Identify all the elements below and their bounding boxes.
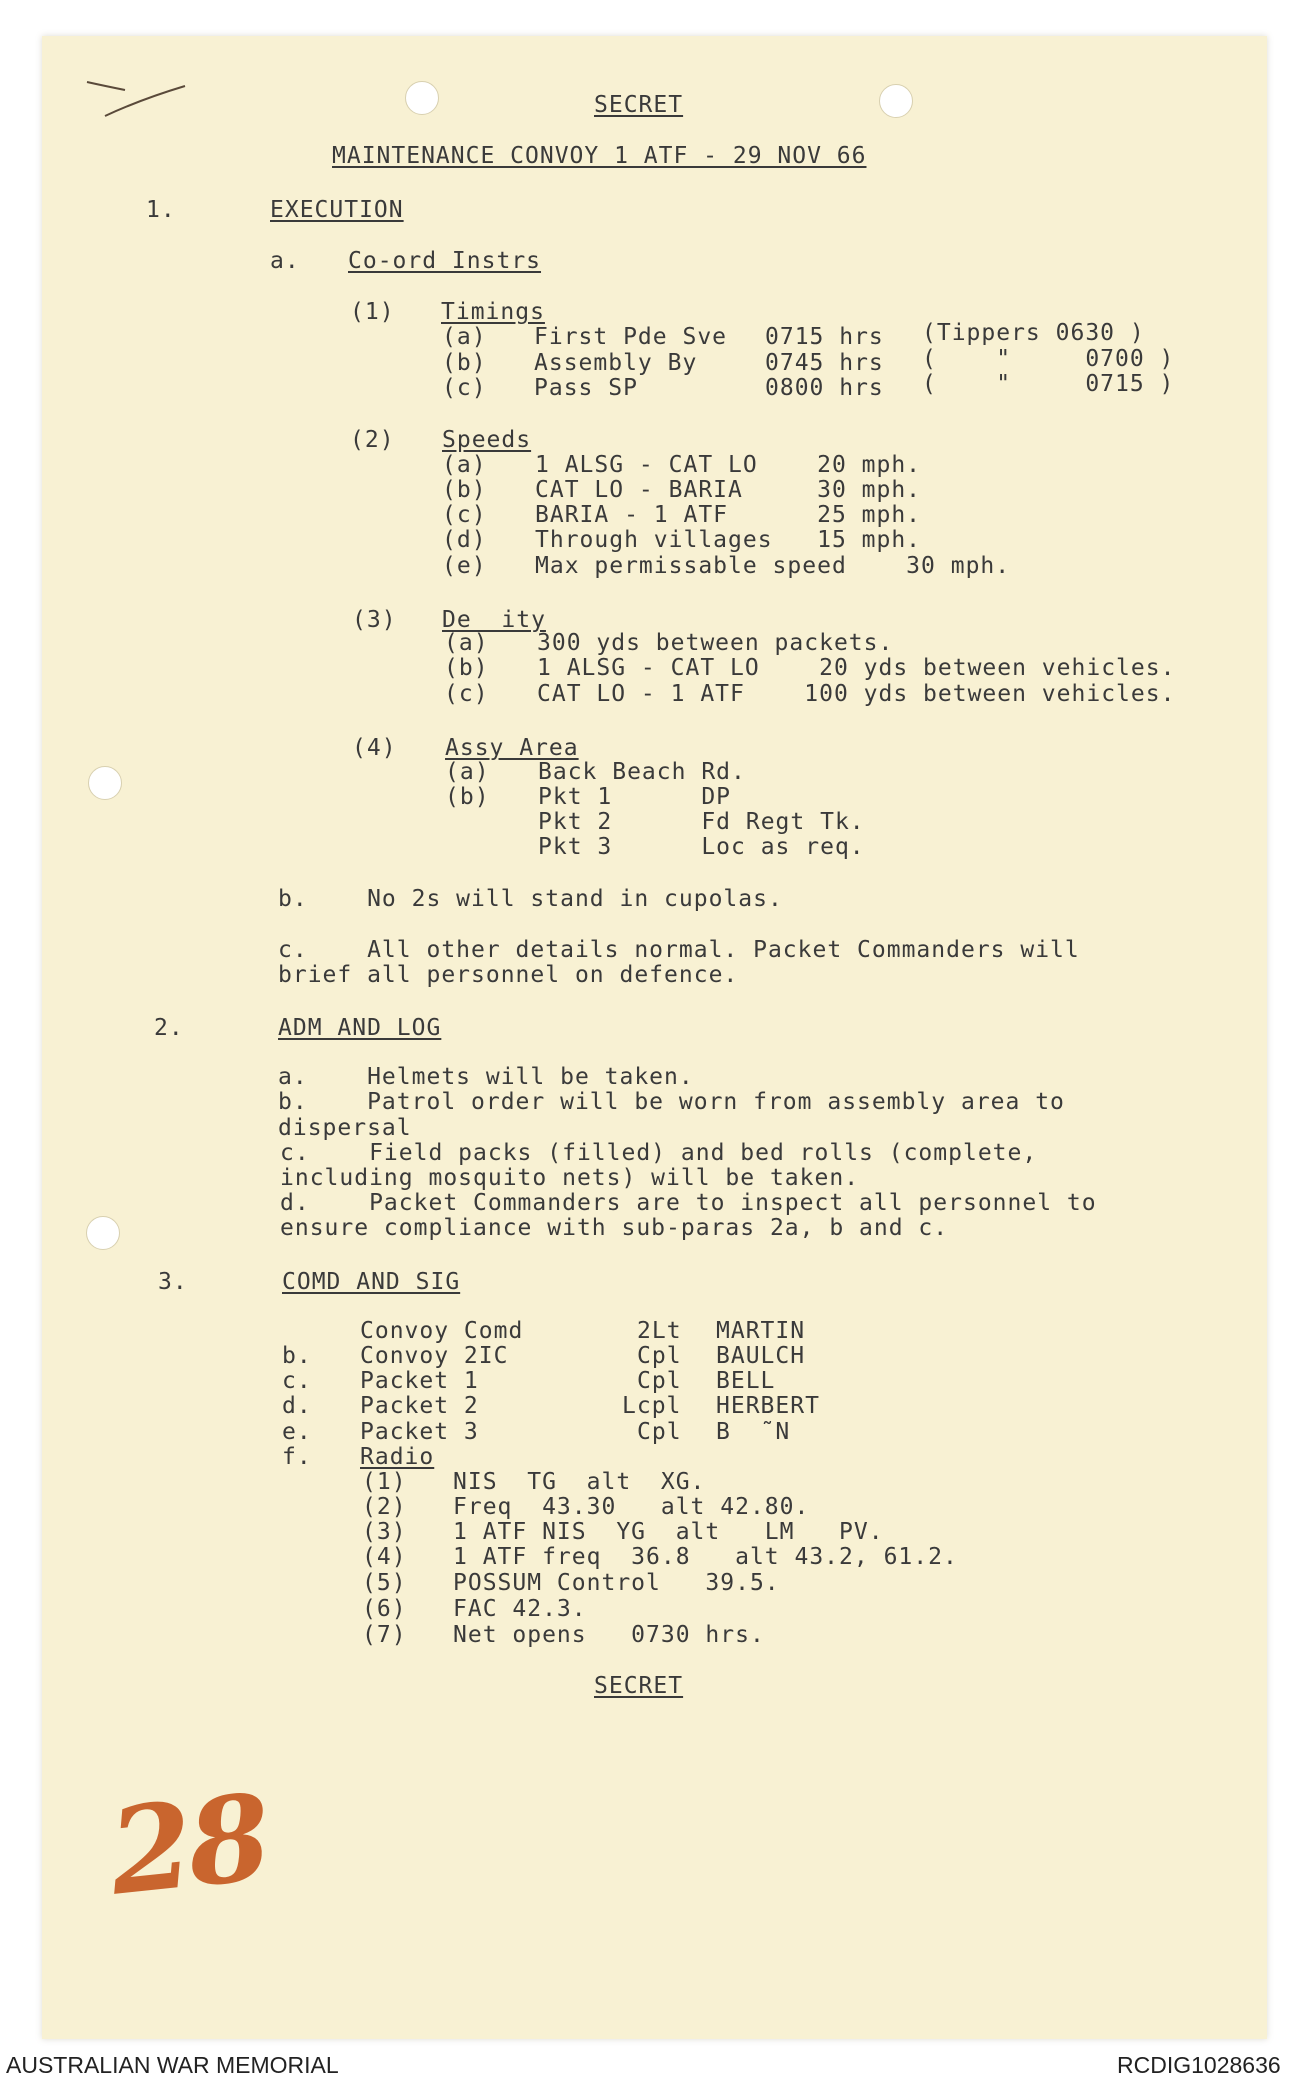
section-3-heading: COMD AND SIG [282, 1269, 461, 1295]
section-1-number: 1. [146, 197, 176, 223]
command-row-rank: 2Lt [637, 1318, 682, 1344]
command-row-rank: Cpl [637, 1343, 682, 1369]
command-row-rank: Cpl [637, 1368, 682, 1394]
speeds-row-text: Max permissable speed 30 mph. [535, 553, 1011, 579]
section-2-line: ensure compliance with sub-paras 2a, b and c. [280, 1215, 949, 1241]
speeds-row-label: (a) [442, 452, 487, 478]
density-number: (3) [352, 607, 397, 633]
command-row-label: c. [282, 1368, 312, 1394]
timings-row-note: ( " 0700 ) [922, 346, 1175, 372]
density-row-text: 300 yds between packets. [537, 630, 894, 656]
footer-source: AUSTRALIAN WAR MEMORIAL [6, 2052, 339, 2078]
density-row-text: CAT LO - 1 ATF 100 yds between vehicles. [537, 681, 1176, 707]
radio-row-text: 1 ATF freq 36.8 alt 43.2, 61.2. [453, 1544, 958, 1570]
command-row-role: Convoy Comd [360, 1318, 524, 1344]
para-c-line-2: brief all personnel on defence. [278, 962, 739, 988]
section-2-line: d. Packet Commanders are to inspect all personnel to [280, 1190, 1097, 1216]
speeds-number: (2) [350, 427, 395, 453]
radio-row-label: (5) [362, 1570, 407, 1596]
density-heading: De ity [442, 607, 546, 633]
punch-hole-top-left [405, 81, 439, 115]
radio-label: f. [282, 1444, 312, 1470]
density-row-label: (b) [444, 655, 489, 681]
command-row-role: Packet 3 [360, 1419, 479, 1445]
assy-area-heading: Assy Area [445, 735, 579, 761]
radio-row-text: FAC 42.3. [453, 1596, 587, 1622]
radio-row-text: Freq 43.30 alt 42.80. [453, 1494, 810, 1520]
command-row-role: Packet 1 [360, 1368, 479, 1394]
radio-row-label: (1) [362, 1469, 407, 1495]
assy-row-text: Pkt 2 Fd Regt Tk. [538, 809, 865, 835]
assy-row-text: Back Beach Rd. [538, 759, 746, 785]
section-2-line: including mosquito nets) will be taken. [280, 1165, 860, 1191]
section-3-number: 3. [158, 1269, 188, 1295]
radio-row-label: (2) [362, 1494, 407, 1520]
radio-row-text: POSSUM Control 39.5. [453, 1570, 780, 1596]
command-row-label: e. [282, 1419, 312, 1445]
timings-row-item: First Pde Sve [534, 324, 728, 350]
command-row-label: b. [282, 1343, 312, 1369]
speeds-row-text: CAT LO - BARIA 30 mph. [535, 477, 922, 503]
speeds-row-label: (c) [442, 502, 487, 528]
speeds-row-text: Through villages 15 mph. [535, 527, 922, 553]
subsection-a-label: a. [270, 248, 300, 274]
section-2-line: c. Field packs (filled) and bed rolls (complete, [280, 1140, 1038, 1166]
assy-row-label: (b) [445, 784, 490, 810]
timings-row-item: Pass SP [534, 375, 638, 401]
radio-row-text: NIS TG alt XG. [453, 1469, 706, 1495]
radio-row-label: (6) [362, 1596, 407, 1622]
radio-row-text: 1 ATF NIS YG alt LM PV. [453, 1519, 884, 1545]
timings-row-label: (c) [442, 375, 487, 401]
command-row-name: BAULCH [716, 1343, 806, 1369]
timings-row-time: 0800 hrs [765, 375, 884, 401]
timings-row-note: (Tippers 0630 ) [922, 320, 1145, 346]
command-row-rank: Cpl [637, 1419, 682, 1445]
footer-identifier: RCDIG1028636 [1117, 2052, 1281, 2078]
command-row-role: Convoy 2IC [360, 1343, 509, 1369]
radio-row-label: (3) [362, 1519, 407, 1545]
speeds-row-label: (d) [442, 527, 487, 553]
speeds-row-text: 1 ALSG - CAT LO 20 mph. [535, 452, 922, 478]
subsection-a-heading: Co-ord Instrs [348, 248, 542, 274]
section-2-line: a. Helmets will be taken. [278, 1064, 694, 1090]
timings-row-note: ( " 0715 ) [922, 371, 1175, 397]
speeds-row-label: (e) [442, 553, 487, 579]
speeds-row-text: BARIA - 1 ATF 25 mph. [535, 502, 922, 528]
command-row-name: HERBERT [716, 1393, 820, 1419]
command-row-rank: Lcpl [622, 1393, 682, 1419]
punch-hole-top-right [879, 84, 913, 118]
timings-row-item: Assembly By [534, 350, 698, 376]
punch-hole-side-upper [88, 766, 122, 800]
command-row-role: Packet 2 [360, 1393, 479, 1419]
command-row-name: MARTIN [716, 1318, 806, 1344]
section-2-line: b. Patrol order will be worn from assembly area to [278, 1089, 1065, 1115]
density-row-label: (c) [444, 681, 489, 707]
speeds-row-label: (b) [442, 477, 487, 503]
assy-row-label: (a) [445, 759, 490, 785]
radio-row-label: (4) [362, 1544, 407, 1570]
command-row-name: B ˜N [716, 1419, 791, 1445]
classification-top: SECRET [594, 92, 684, 118]
section-1-heading: EXECUTION [270, 197, 404, 223]
classification-bottom: SECRET [594, 1673, 684, 1699]
command-row-label: d. [282, 1393, 312, 1419]
timings-row-time: 0745 hrs [765, 350, 884, 376]
density-row-label: (a) [444, 630, 489, 656]
section-2-line: dispersal [278, 1115, 412, 1141]
punch-hole-side-lower [86, 1216, 120, 1250]
handwritten-page-number: 28 [103, 1767, 274, 1922]
assy-row-text: Pkt 3 Loc as req. [538, 834, 865, 860]
timings-heading: Timings [441, 299, 545, 325]
timings-row-time: 0715 hrs [765, 324, 884, 350]
assy-row-text: Pkt 1 DP [538, 784, 732, 810]
section-2-number: 2. [154, 1015, 184, 1041]
assy-area-number: (4) [352, 735, 397, 761]
radio-row-text: Net opens 0730 hrs. [453, 1622, 765, 1648]
speeds-heading: Speeds [442, 427, 532, 453]
radio-heading: Radio [360, 1444, 435, 1470]
command-row-name: BELL [716, 1368, 776, 1394]
timings-number: (1) [350, 299, 395, 325]
radio-row-label: (7) [362, 1622, 407, 1648]
density-row-text: 1 ALSG - CAT LO 20 yds between vehicles. [537, 655, 1176, 681]
timings-row-label: (a) [442, 324, 487, 350]
para-b: b. No 2s will stand in cupolas. [278, 886, 783, 912]
timings-row-label: (b) [442, 350, 487, 376]
section-2-heading: ADM AND LOG [278, 1015, 442, 1041]
pencil-mark-icon [85, 80, 195, 120]
para-c-line-1: c. All other details normal. Packet Commanders will [278, 937, 1080, 963]
document-title: MAINTENANCE CONVOY 1 ATF - 29 NOV 66 [332, 143, 867, 169]
